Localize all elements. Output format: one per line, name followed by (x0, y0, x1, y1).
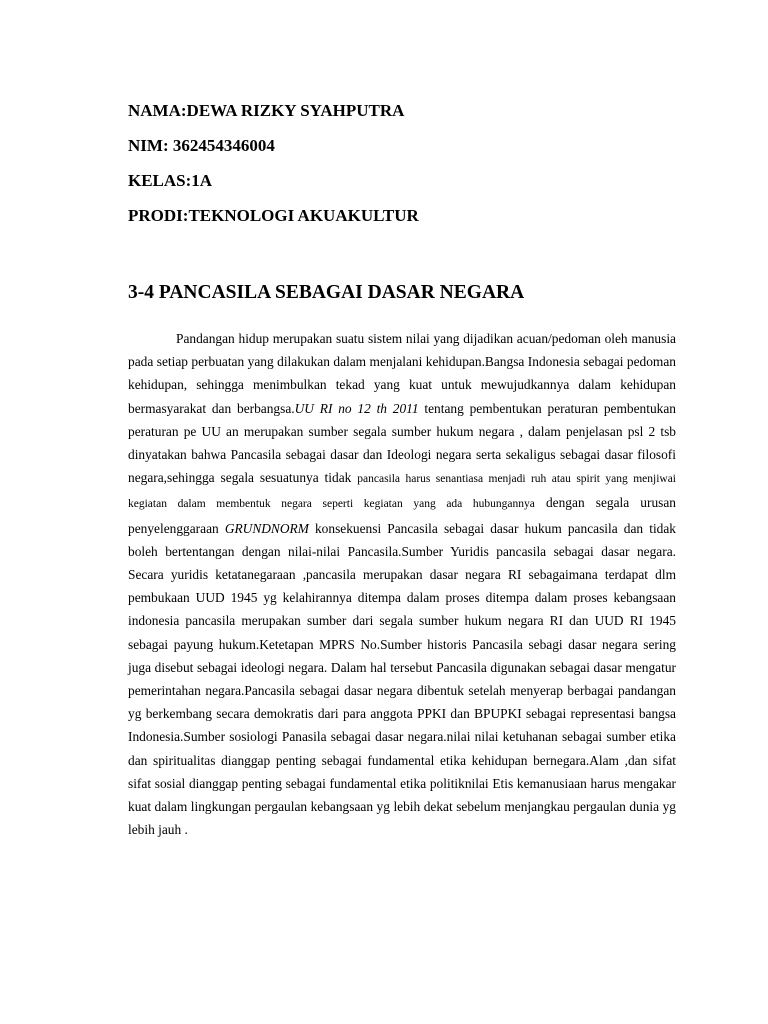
student-class: KELAS:1A (128, 171, 213, 190)
paragraph-text-2: tentang pembentukan peraturan pembentukan peraturan pe UU an merupakan sumber segala sumber hukum negara , dalam penjelasan psl 2 tsb dinyatakan bahwa Pancasila sebagai dasar dan Ideologi negara serta sekaligus sebagai dasar filosofi negara,sehingga segala sesuatunya tidak (128, 400, 677, 486)
body-paragraph (128, 327, 676, 841)
section-title: 3-4 PANCASILA SEBAGAI DASAR NEGARA (128, 282, 525, 303)
student-nim: NIM: 362454346004 (128, 136, 275, 155)
grundnorm-term: GRUNDNORM (224, 520, 309, 536)
student-name: NAMA:DEWA RIZKY SYAHPUTRA (128, 101, 405, 120)
paragraph-text-4: konsekuensi Pancasila sebagai dasar hukum pancasila dan tidak boleh bertentangan dengan nilai-nilai Pancasila.Sumber Yuridis pancasila sebagai dasar negara. Secara yuridis ketatanegaraan ,pancasila merupakan dasar negara RI sebagaimana terdapat dlm pembukaan UUD 1945 yg kelahirannya ditempa dalam proses ditempa dalam proses kebangsaan indonesia pancasila merupakan sumber dari segala sumber hukum negara RI dan UUD RI 1945 sebagai payung hukum.Ketetapan MPRS No.Sumber historis Pancasila sebagi dasar negara sering juga disebut sebagai ideologi negara. Dalam hal tersebut Pancasila digunakan sebagai dasar mengatur pemerintahan negara.Pancasila sebagai dasar negara dibentuk setelah menyerap berbagai pandangan yg berkembang secara demokratis dari para anggota PPKI dan BPUPKI sebagai representasi bangsa Indonesia.Sumber sosiologi Panasila sebagai dasar negara.nilai nilai ketuhanan sebagai sumber etika dan spiritualitas dianggap penting sebagai fundamental etika kehidupan bernegara.Alam ,dan sifat sifat sosial dianggap penting sebagai fundamental etika politiknilai Etis kemanusiaan harus mengakar kuat dalam lingkungan pergaulan kebangsaan yg lebih dekat sebelum menjangkau pergaulan dunia yg lebih jauh . (128, 520, 676, 838)
paragraph-text-small: pancasila harus senantiasa menjadi ruh atau spirit yang menjiwai kegiatan dalam membentuk negara seperti kegiatan yang ada hubungannya (128, 473, 676, 511)
paragraph-text-3: dengan segala urusan penyelenggaraan (128, 495, 676, 536)
paragraph-text-1: Pandangan hidup merupakan suatu sistem nilai yang dijadikan acuan/pedoman oleh manusia pada setiap perbuatan yang dilakukan dalam menjalani kehidupan.Bangsa Indonesia sebagai pedoman kehidupan, sehingga menimbulkan tekad yang kuat untuk mewujudkannya dalam kehidupan bermasyarakat dan berbangsa. (128, 331, 676, 416)
student-program: PRODI:TEKNOLOGI AKUAKULTUR (128, 206, 419, 225)
student-info (128, 98, 688, 238)
law-reference: UU RI no 12 th 2011 (294, 400, 419, 416)
